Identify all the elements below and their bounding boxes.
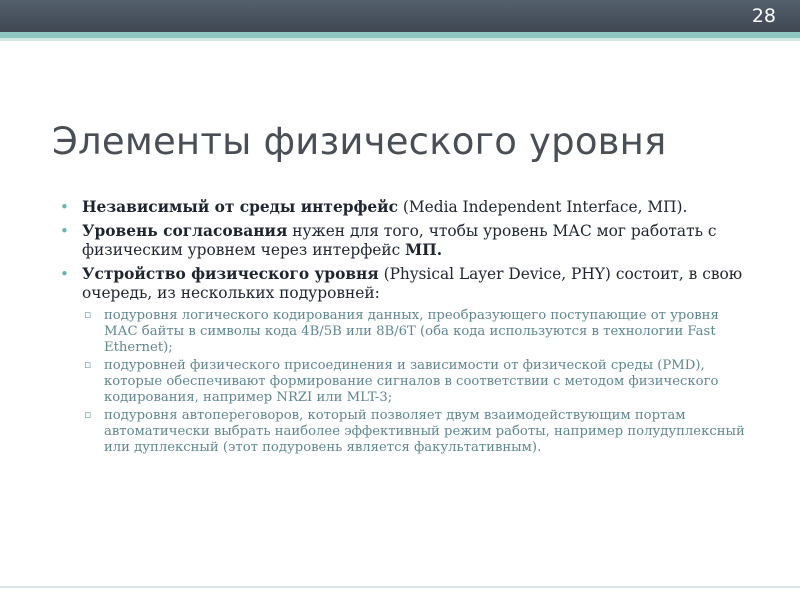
header-band [0,0,800,32]
subbullet-text: подуровня логического кодирования данных, преобразующего поступающие от уровня МАС байты в символы кода 4В/5В или 8В/6Т (оба кода используются в технологии Fast Ethernet); [104,308,719,355]
slide-content [58,198,748,458]
bullet-dot-icon: • [60,222,69,240]
bullet-item [58,222,748,260]
subbullet-text: подуровня автопереговоров, который позволяет двум взаимодействующим портам автоматически выбрать наиболее эффективный режим работы, например полудуплексный или дуплексный (этот подуровень является факультативным). [104,408,745,455]
header-light-stripe [0,38,800,41]
subbullet-item [58,408,748,456]
bullet-item [58,265,748,303]
bullet-bold-text: МП. [405,241,443,259]
bullet-dot-icon: • [60,198,69,216]
bullet-bold-text: Уровень согласования [82,222,288,240]
bullet-bold-text: Независимый от среды интерфейс [82,198,398,216]
bullet-item [58,198,748,217]
bullet-dot-icon: • [60,265,69,283]
bullet-text: (Physical Layer Device, PHY) состоит, в свою очередь, из нескольких подуровней: [82,265,743,302]
subbullet-text: подуровней физического присоединения и зависимости от физической среды (PMD), которые обеспечивают формирование сигналов в соответствии с методом физического кодирования, например NRZI или MLT-3; [104,358,719,405]
bottom-divider [0,586,800,588]
subbullet-circle-icon: ▫ [84,358,92,371]
subbullet-item [58,308,748,356]
bullet-bold-text: Устройство физического уровня [82,265,379,283]
bullet-text: (Media Independent Interface, МП). [397,198,688,216]
bullet-text: нужен для того, чтобы уровень МАС мог работать с физическим уровнем через интерфейс [82,222,717,259]
slide-number: 28 [751,5,776,27]
subbullet-circle-icon: ▫ [84,308,92,321]
slide-title: Элементы физического уровня [52,120,667,163]
subbullet-circle-icon: ▫ [84,408,92,421]
subbullet-item [58,358,748,406]
